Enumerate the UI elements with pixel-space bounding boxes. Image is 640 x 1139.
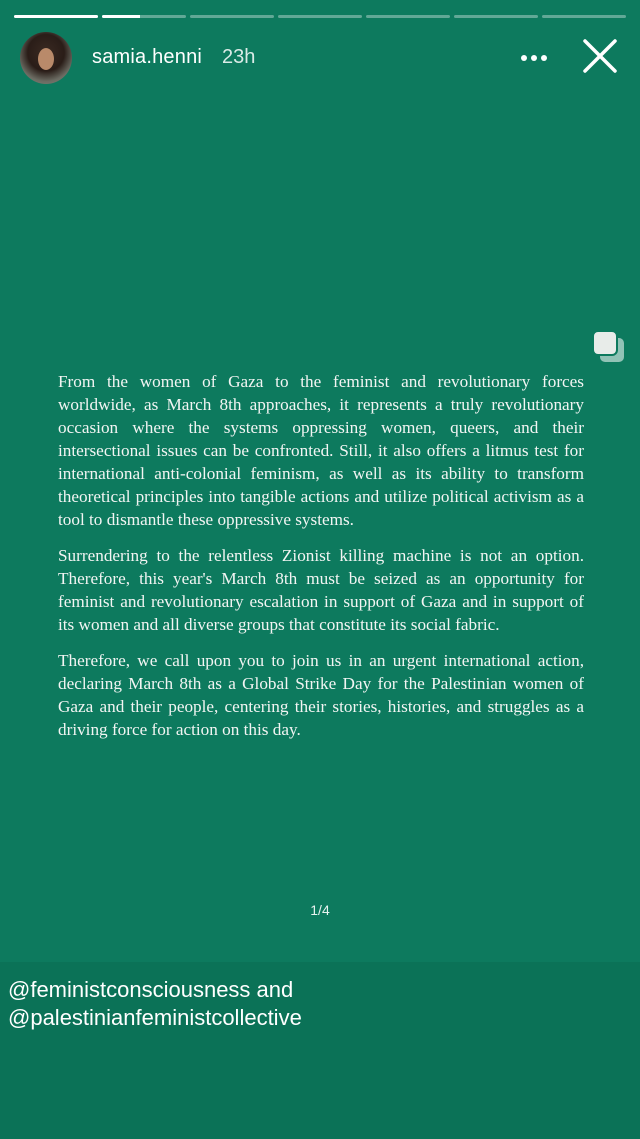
progress-segment xyxy=(190,15,274,18)
caption xyxy=(8,976,628,1032)
mention-link[interactable]: @palestinianfeministcollective xyxy=(8,1005,302,1030)
progress-segment xyxy=(454,15,538,18)
close-icon xyxy=(580,36,620,76)
more-horizontal-icon xyxy=(520,54,548,62)
progress-segment-fill xyxy=(14,15,98,18)
progress-segment-fill xyxy=(102,15,140,18)
progress-segment xyxy=(278,15,362,18)
avatar[interactable] xyxy=(20,32,72,84)
progress-segment xyxy=(366,15,450,18)
story-text xyxy=(58,370,584,754)
avatar-face xyxy=(38,48,54,70)
close-button[interactable] xyxy=(580,36,620,76)
progress-segment xyxy=(102,15,186,18)
story-header xyxy=(20,32,620,84)
progress-segment xyxy=(542,15,626,18)
username[interactable]: samia.henni xyxy=(92,46,203,68)
story-paragraph: Therefore, we call upon you to join us in an urgent international action, declaring March 8th as a Global Strike Day for the Palestinian women of Gaza and their people, centering their stories, histories, and struggles as a driving force for action on this day. xyxy=(58,651,584,739)
caption-connector: and xyxy=(250,977,294,1002)
story-paragraph: From the women of Gaza to the feminist and revolutionary forces worldwide, as March 8th approaches, it represents a truly revolutionary occasion where the systems oppressing women, queers, and their intersectional issues can be confronted. Still, it also offers a litmus test for international anti-colonial feminism, as well as its ability to transform theoretical principles into tangible actions and utilize political activism as a tool to dismantle these oppressive systems. xyxy=(58,372,584,529)
story-progress-bar xyxy=(14,15,626,18)
multi-page-icon xyxy=(590,328,626,364)
more-options-button[interactable] xyxy=(516,40,552,76)
progress-segment xyxy=(14,15,98,18)
mention-link[interactable]: @feministconsciousness xyxy=(8,977,251,1002)
page-indicator: 1/4 xyxy=(310,902,330,918)
story-paragraph: Surrendering to the relentless Zionist killing machine is not an option. Therefore, this year's March 8th must be seized as an opportunity for feminist and revolutionary escalation in support of Gaza and in support of its women and all diverse groups that constitute its social fabric. xyxy=(58,546,584,634)
post-time: 23h xyxy=(222,46,256,68)
